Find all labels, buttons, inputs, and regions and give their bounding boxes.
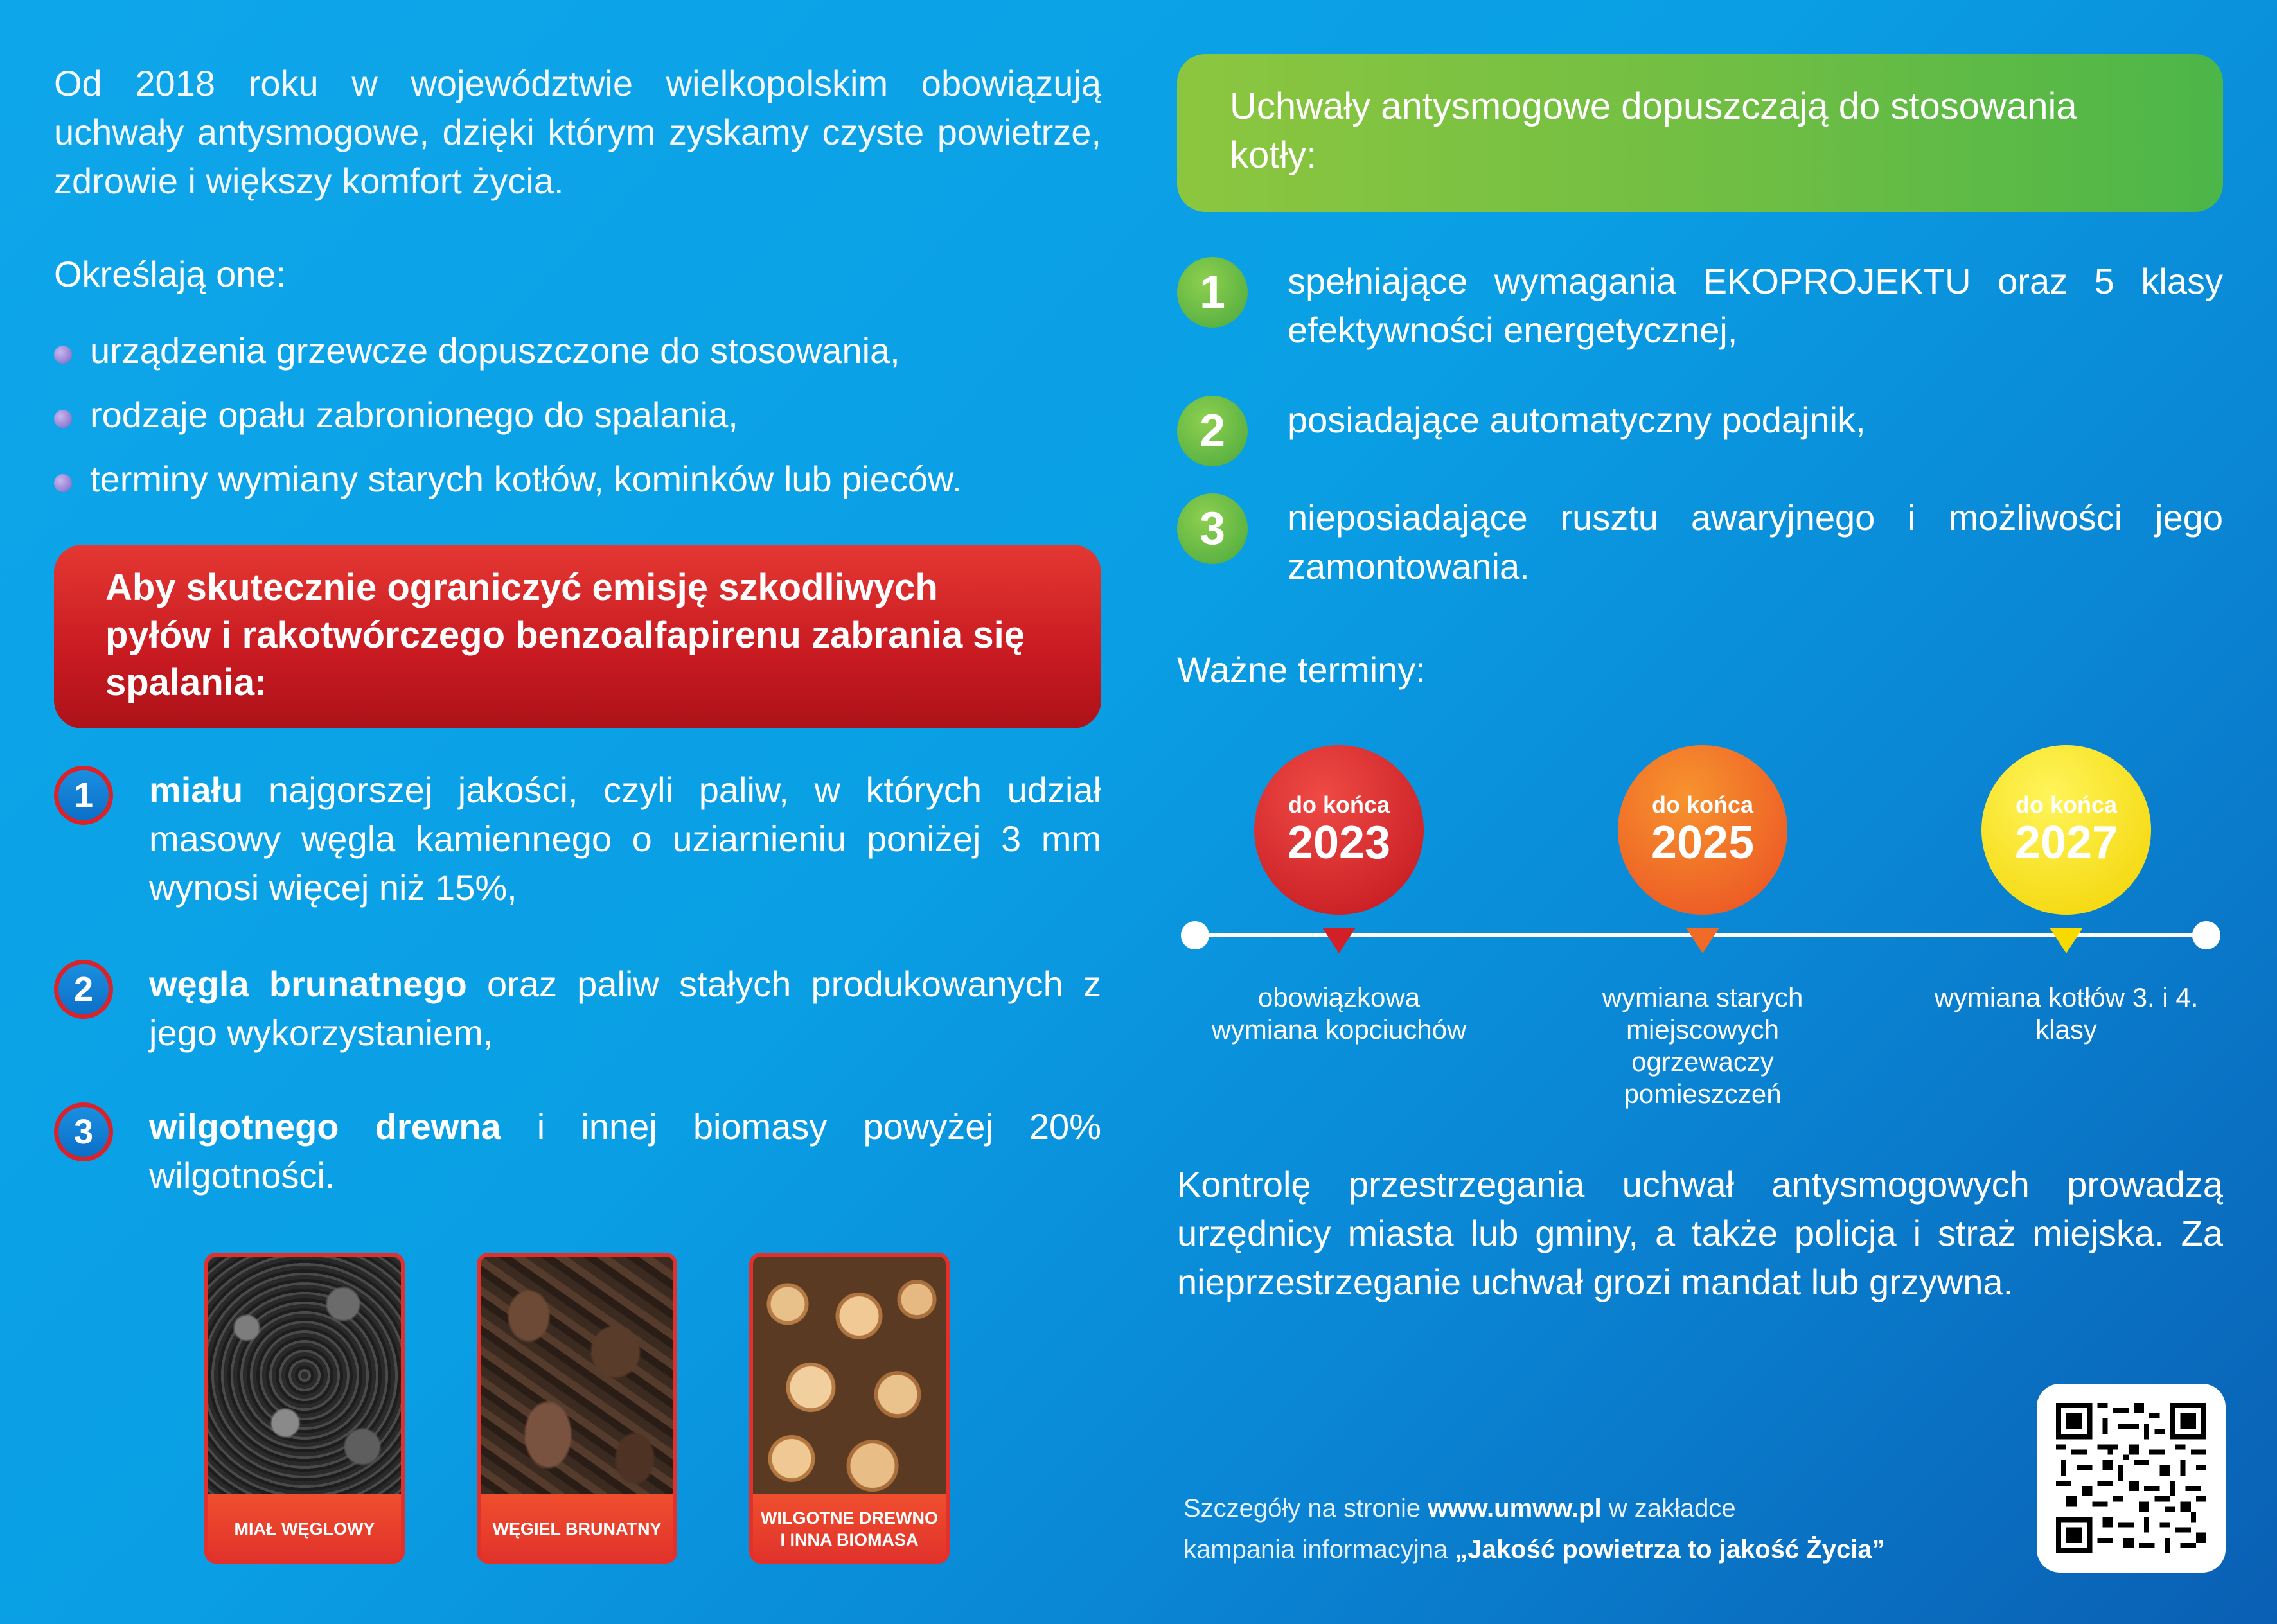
number-badge: 1 [1177, 257, 1248, 328]
fuel-card-lignite [477, 1253, 677, 1564]
allowed-item-3 [1177, 493, 2223, 596]
number-badge: 3 [1177, 493, 1248, 564]
details-prefix: Szczegóły na stronie [1183, 1494, 1428, 1522]
ban-heading-text: Aby skutecznie ograniczyć emisję szkodliwych pyłów i rakotwórczego benzoalfapirenu zabrania się spalania: [105, 567, 1025, 703]
deadline-prefix: do końca [2015, 791, 2118, 818]
fuel-label: WĘGIEL BRUNATNY [481, 1494, 673, 1564]
control-text: Kontrolę przestrzegania uchwał antysmogowych prowadzą urzędnicy miasta lub gminy, a także policja i straż miejska. Za nieprzestrzeganie uchwał grozi mandat lub grzywna. [1177, 1164, 2223, 1302]
list-item [54, 392, 1101, 438]
ban-rest: oraz paliw stałych produkowanych z jego wykorzystaniem, [149, 964, 1101, 1053]
determine-list [54, 328, 1101, 520]
bullet-icon [54, 346, 72, 364]
timeline-label-2023: obowiązkowa wymiana kopciuchów [1211, 982, 1467, 1045]
list-item-text: terminy wymiany starych kotłów, kominków lub pieców. [90, 459, 962, 499]
fuel-label: MIAŁ WĘGLOWY [208, 1494, 401, 1564]
bullet-icon [54, 410, 72, 428]
allowed-text: spełniające wymagania EKOPROJEKTU oraz 5 klasy efektywności energetycznej, [1288, 261, 2223, 350]
deadline-prefix: do końca [1651, 791, 1754, 818]
timeline-start-dot [1181, 921, 1209, 949]
list-item [54, 328, 1101, 374]
ban-item-1 [54, 766, 1101, 914]
timeline-marker-2025 [1686, 928, 1719, 953]
ban-text [149, 960, 1101, 1057]
allowed-heading-box [1177, 54, 2223, 212]
number-badge: 3 [54, 1102, 113, 1161]
list-item-text: rodzaje opału zabronionego do spalania, [90, 394, 738, 435]
ban-heading-box [54, 545, 1101, 728]
allowed-heading-text: Uchwały antysmogowe dopuszczają do stosowania kotły: [1230, 85, 2077, 176]
timeline-marker-2027 [2050, 928, 2083, 953]
ban-bold: miału [149, 770, 244, 810]
details-line-1 [1183, 1488, 1885, 1529]
intro-text: Od 2018 roku w województwie wielkopolskim obowiązują uchwały antysmogowe, dzięki którym zyskamy czyste powietrze, zdrowie i większy komfort życia. [54, 63, 1101, 201]
deadline-2025 [1618, 745, 1787, 915]
timeline-label-2025: wymiana starych miejscowych ogrzewaczy pomieszczeń [1602, 982, 1803, 1109]
details-text [1183, 1488, 1885, 1570]
timeline-marker-2023 [1322, 928, 1356, 953]
campaign-prefix: kampania informacyjna [1183, 1535, 1455, 1564]
list-item-text: urządzenia grzewcze dopuszczone do stosowania, [90, 330, 900, 371]
deadline-year: 2023 [1287, 817, 1391, 869]
bullet-icon [54, 474, 72, 492]
list-item [54, 456, 1101, 502]
deadline-year: 2025 [1651, 817, 1755, 869]
ban-rest: i innej biomasy powyżej 20% wilgotności. [149, 1106, 1101, 1196]
qr-code[interactable] [2037, 1384, 2226, 1573]
ban-text [149, 1102, 1101, 1200]
fuel-card-coal [204, 1253, 405, 1564]
website-link[interactable]: www.umww.pl [1428, 1494, 1602, 1522]
ban-bold: wilgotnego drewna [149, 1106, 501, 1147]
details-suffix: w zakładce [1601, 1494, 1736, 1522]
dates-heading: Ważne terminy: [1177, 649, 1426, 690]
qr-code-icon [2056, 1403, 2206, 1553]
coal-photo [208, 1257, 401, 1494]
ban-bold: węgla brunatnego [149, 964, 467, 1004]
deadline-2027 [1981, 745, 2151, 915]
fuel-card-wood [749, 1253, 950, 1564]
allowed-text: nieposiadające rusztu awaryjnego i możliwości jego zamontowania. [1288, 497, 2223, 587]
allowed-item-1 [1177, 257, 2223, 360]
wood-photo [753, 1257, 946, 1494]
lignite-photo [481, 1257, 673, 1494]
determine-heading: Określają one: [54, 254, 287, 294]
fuel-label: WILGOTNE DREWNO I INNA BIOMASA [753, 1494, 946, 1564]
ban-text [149, 766, 1101, 912]
campaign-name: „Jakość powietrza to jakość Życia” [1455, 1535, 1885, 1564]
deadline-2023 [1254, 745, 1424, 915]
allowed-item-2 [1177, 396, 2223, 466]
details-line-2 [1183, 1529, 1885, 1570]
ban-item-2 [54, 960, 1101, 1063]
timeline-end-dot [2192, 921, 2220, 949]
ban-item-3 [54, 1102, 1101, 1205]
number-badge: 2 [1177, 396, 1248, 466]
timeline-label-2027: wymiana kotłów 3. i 4. klasy [1934, 982, 2199, 1045]
deadline-year: 2027 [2014, 817, 2118, 869]
allowed-text: posiadające automatyczny podajnik, [1288, 400, 1866, 440]
number-badge: 1 [54, 766, 113, 825]
number-badge: 2 [54, 960, 113, 1019]
deadline-prefix: do końca [1288, 791, 1390, 818]
ban-rest: najgorszej jakości, czyli paliw, w których udział masowy węgla kamiennego o uziarnieniu poniżej 3 mm wynosi więcej niż 15%, [149, 770, 1101, 908]
